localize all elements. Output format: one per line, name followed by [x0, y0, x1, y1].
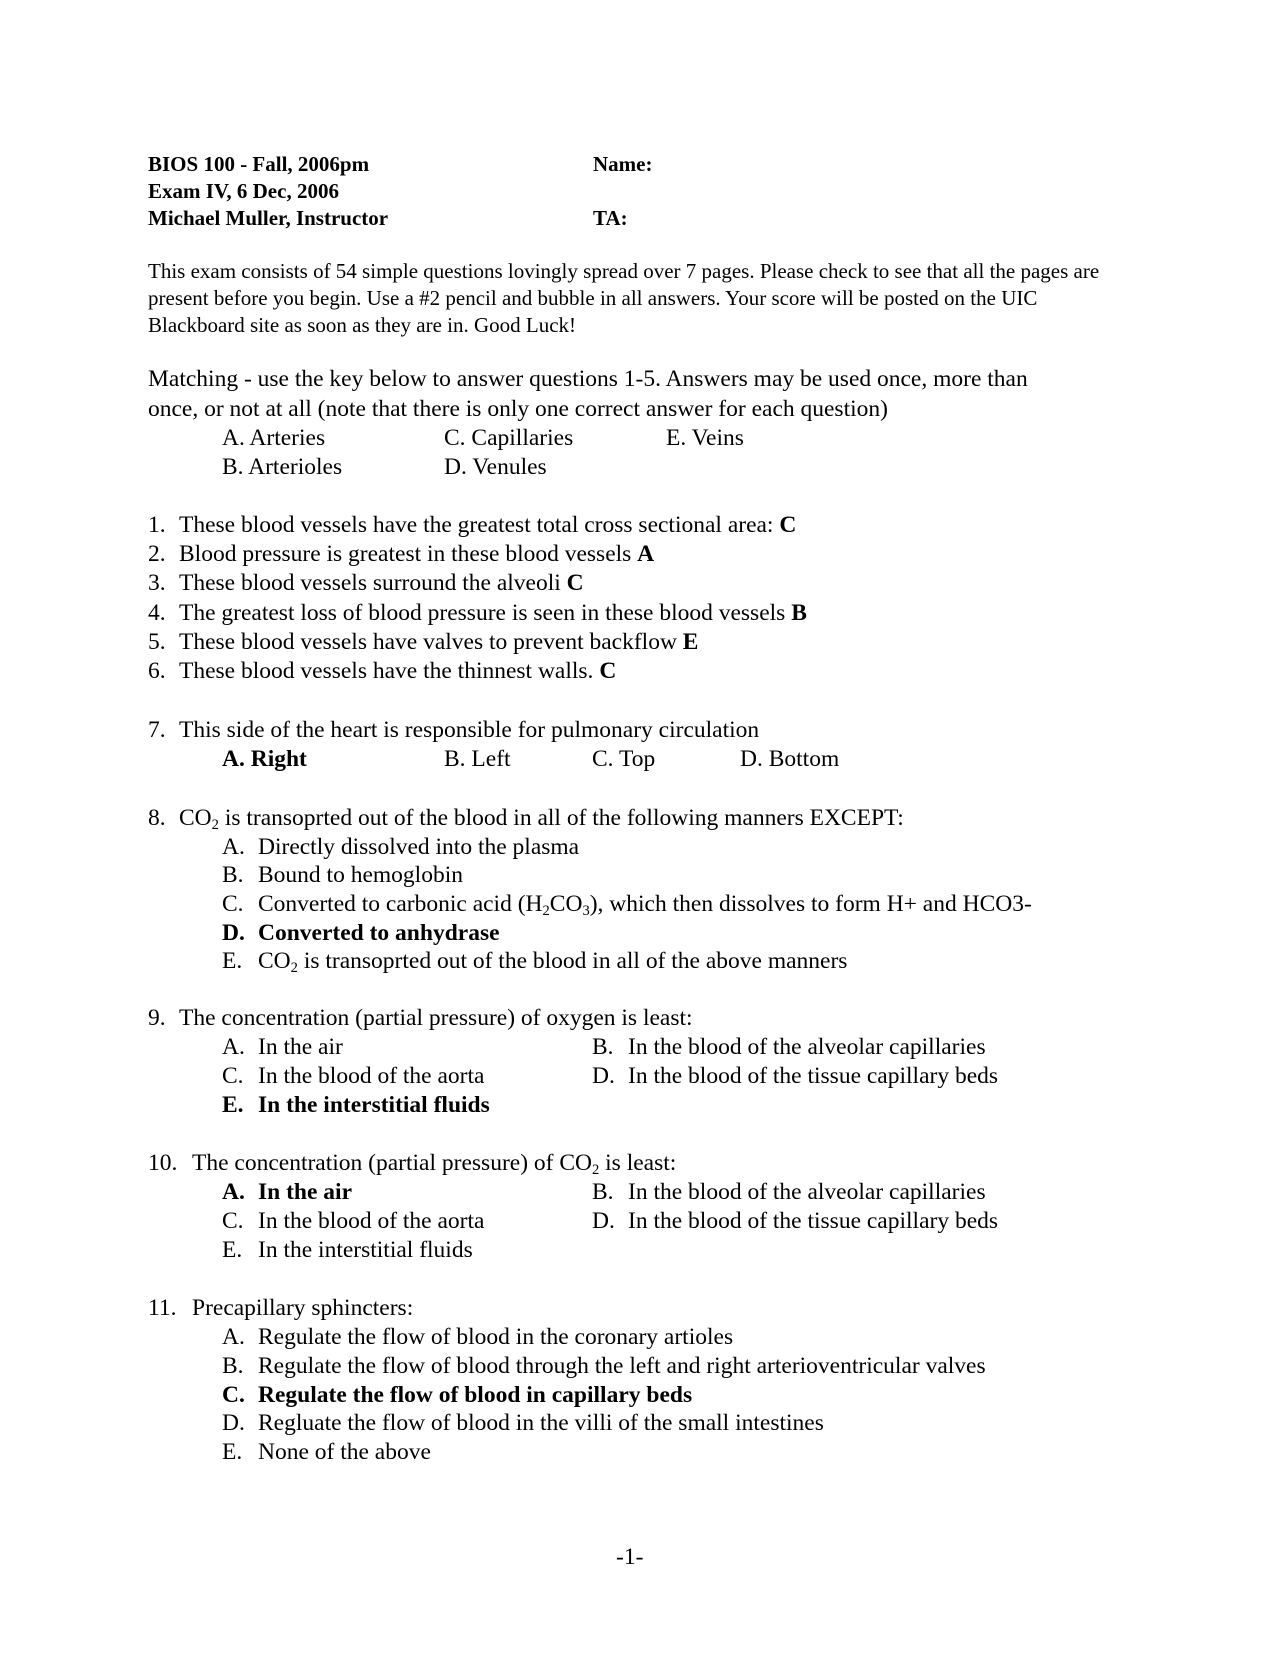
- subscript: 2: [542, 903, 550, 920]
- q10-option-d: [592, 1208, 998, 1235]
- answer-key: B: [791, 600, 807, 626]
- question-1: [148, 512, 796, 539]
- key-option-a: A. Arteries: [222, 425, 326, 451]
- q9-option-c: [222, 1063, 484, 1090]
- option-letter: D.: [222, 920, 245, 946]
- question-text: The greatest loss of blood pressure is seen in these blood vessels: [179, 600, 792, 626]
- question-8: [148, 805, 904, 832]
- subscript: 2: [290, 960, 298, 977]
- key-option-d: D. Venules: [444, 454, 547, 480]
- option-text: Bound to hemoglobin: [258, 862, 463, 888]
- option-letter: A.: [222, 1034, 245, 1060]
- question-4: [148, 600, 807, 627]
- option-letter: D.: [592, 1208, 615, 1234]
- option-letter: E.: [222, 1439, 243, 1465]
- course-title: BIOS 100 - Fall, 2006pm: [148, 152, 370, 176]
- q8-option-b: [222, 862, 463, 889]
- key-option-b: B. Arterioles: [222, 454, 343, 480]
- option-text: CO: [549, 891, 583, 917]
- exam-instructions: This exam consists of 54 simple questions lovingly spread over 7 pages. Please check to see that all the pages are present before you begin. Use a #2 pencil and bubble in all answers. Your score will be posted on the UIC Blackboard site as soon as they are in. Good Luck!: [148, 259, 1100, 337]
- option-letter: C.: [222, 1382, 245, 1408]
- option-text: is transoprted out of the blood in all of the above manners: [297, 948, 848, 974]
- option-text: In the blood of the tissue capillary beds: [628, 1208, 999, 1234]
- option-text: Converted to carbonic acid (H: [258, 891, 543, 917]
- option-letter: D.: [592, 1063, 615, 1089]
- question-text: Blood pressure is greatest in these blood vessels: [179, 541, 638, 567]
- option-text: Regulate the flow of blood in capillary beds: [258, 1382, 693, 1408]
- page-number: -1-: [616, 1544, 644, 1570]
- q8-option-a: [222, 834, 579, 861]
- q8-option-d: [222, 920, 500, 947]
- q9-option-e: [222, 1092, 490, 1119]
- subscript: 2: [211, 817, 219, 834]
- q11-option-a: [222, 1324, 733, 1351]
- question-11: [148, 1295, 413, 1322]
- option-letter: B.: [222, 1353, 244, 1379]
- option-text: In the blood of the alveolar capillaries: [628, 1179, 986, 1205]
- q7-option-b: B. Left: [444, 746, 511, 772]
- matching-instructions-line2: once, or not at all (note that there is only one correct answer for each question): [148, 396, 888, 422]
- option-letter: A.: [222, 834, 245, 860]
- question-9: [148, 1005, 693, 1032]
- question-number: 3.: [148, 570, 166, 596]
- option-letter: E.: [222, 1237, 243, 1263]
- answer-key: A: [637, 541, 655, 567]
- question-text: The concentration (partial pressure) of CO: [192, 1150, 592, 1176]
- q7-option-d: D. Bottom: [740, 746, 840, 772]
- question-number: 6.: [148, 658, 166, 684]
- answer-key: C: [599, 658, 617, 684]
- option-letter: A.: [222, 1179, 245, 1205]
- option-text: ), which then dissolves to form H+ and HCO3-: [589, 891, 1032, 917]
- option-text: Regulate the flow of blood through the left and right arterioventricular valves: [258, 1353, 986, 1379]
- option-text: In the blood of the aorta: [258, 1063, 485, 1089]
- q8-option-c: [222, 891, 1032, 918]
- question-3: [148, 570, 584, 597]
- question-text: The concentration (partial pressure) of oxygen is least:: [179, 1005, 693, 1031]
- question-number: 4.: [148, 600, 166, 626]
- key-option-c: C. Capillaries: [444, 425, 574, 451]
- question-number: 9.: [148, 1005, 166, 1031]
- option-letter: E.: [222, 1092, 244, 1118]
- question-text: These blood vessels have the thinnest walls.: [179, 658, 600, 684]
- matching-instructions-line1: Matching - use the key below to answer questions 1-5. Answers may be used once, more than: [148, 366, 1028, 392]
- option-text: Regluate the flow of blood in the villi of the small intestines: [258, 1410, 824, 1436]
- question-text: These blood vessels have the greatest total cross sectional area:: [179, 512, 780, 538]
- option-text: In the blood of the aorta: [258, 1208, 485, 1234]
- question-text: This side of the heart is responsible for pulmonary circulation: [179, 717, 760, 743]
- key-option-e: E. Veins: [666, 425, 744, 451]
- answer-key: C: [779, 512, 797, 538]
- option-letter: C.: [222, 1063, 244, 1089]
- option-letter: B.: [222, 862, 244, 888]
- option-text: In the blood of the tissue capillary beds: [628, 1063, 999, 1089]
- question-text-co: CO: [179, 805, 212, 831]
- subscript: 2: [592, 1162, 600, 1179]
- question-text: These blood vessels have valves to prevent backflow: [179, 629, 683, 655]
- question-10: [148, 1150, 676, 1177]
- option-text: In the air: [258, 1034, 343, 1060]
- question-5: [148, 629, 698, 656]
- q7-option-a: A. Right: [222, 746, 307, 772]
- option-text: CO: [258, 948, 291, 974]
- q10-option-c: [222, 1208, 484, 1235]
- name-label: Name:: [593, 152, 653, 176]
- question-number: 5.: [148, 629, 166, 655]
- q11-option-b: [222, 1353, 986, 1380]
- q9-option-a: [222, 1034, 343, 1061]
- option-text: None of the above: [258, 1439, 431, 1465]
- q11-option-d: [222, 1410, 824, 1437]
- option-letter: D.: [222, 1410, 245, 1436]
- option-text: Converted to anhydrase: [258, 920, 500, 946]
- q9-option-b: [592, 1034, 986, 1061]
- question-text: is transoprted out of the blood in all of the following manners EXCEPT:: [218, 805, 904, 831]
- option-letter: B.: [592, 1179, 614, 1205]
- q11-option-c: [222, 1382, 692, 1409]
- q10-option-e: [222, 1237, 473, 1264]
- q7-option-c: C. Top: [592, 746, 656, 772]
- question-number: 10.: [148, 1150, 178, 1176]
- question-text: is least:: [599, 1150, 677, 1176]
- option-text: In the blood of the alveolar capillaries: [628, 1034, 986, 1060]
- question-7: [148, 717, 759, 744]
- question-number: 8.: [148, 805, 166, 831]
- subscript: 3: [582, 903, 590, 920]
- option-letter: E.: [222, 948, 243, 974]
- question-text: These blood vessels surround the alveoli: [179, 570, 567, 596]
- option-text: Directly dissolved into the plasma: [258, 834, 580, 860]
- question-2: [148, 541, 654, 568]
- question-number: 7.: [148, 717, 166, 743]
- exam-title: Exam IV, 6 Dec, 2006: [148, 179, 339, 203]
- instructor-line: Michael Muller, Instructor: [148, 206, 389, 230]
- option-text: In the interstitial fluids: [258, 1092, 490, 1118]
- option-letter: C.: [222, 891, 244, 917]
- question-number: 2.: [148, 541, 166, 567]
- question-number: 1.: [148, 512, 166, 538]
- question-number: 11.: [148, 1295, 177, 1321]
- option-letter: A.: [222, 1324, 245, 1350]
- q10-option-b: [592, 1179, 986, 1206]
- option-letter: C.: [222, 1208, 244, 1234]
- question-text: Precapillary sphincters:: [192, 1295, 414, 1321]
- option-text: In the air: [258, 1179, 352, 1205]
- option-text: In the interstitial fluids: [258, 1237, 473, 1263]
- q11-option-e: [222, 1439, 431, 1466]
- question-6: [148, 658, 616, 685]
- ta-label: TA:: [593, 206, 628, 230]
- answer-key: C: [566, 570, 584, 596]
- answer-key: E: [682, 629, 699, 655]
- q8-option-e: [222, 948, 847, 975]
- q9-option-d: [592, 1063, 998, 1090]
- option-letter: B.: [592, 1034, 614, 1060]
- q10-option-a: [222, 1179, 352, 1206]
- option-text: Regulate the flow of blood in the coronary artioles: [258, 1324, 734, 1350]
